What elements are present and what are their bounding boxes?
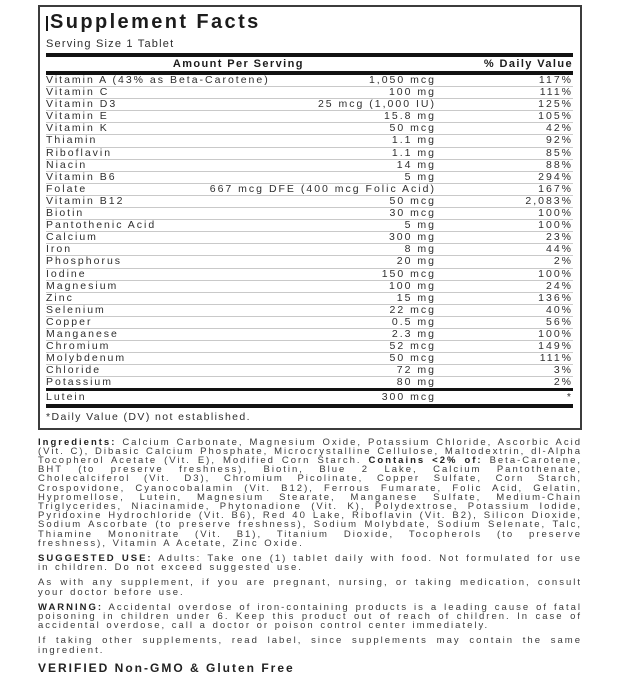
- nutrient-name: Copper: [46, 316, 93, 328]
- nutrient-amount: 5 mg: [404, 219, 436, 232]
- nutrient-name: Zinc: [46, 292, 74, 304]
- serving-size: Serving Size 1 Tablet: [46, 38, 175, 50]
- nutrient-daily-value: 100%: [538, 267, 573, 280]
- nutrient-row: [46, 98, 573, 110]
- nutrient-name: Chromium: [46, 341, 111, 353]
- nutrient-name: Iron: [46, 244, 73, 256]
- table-header-row: [46, 57, 573, 71]
- nutrient-row: [46, 122, 573, 134]
- nutrient-name: Chloride: [46, 365, 102, 377]
- contains-label: Contains <2% of:: [368, 454, 483, 466]
- nutrient-row: [46, 134, 573, 146]
- nutrient-amount: 5 mg: [404, 170, 436, 183]
- column-header-daily-value: % Daily Value: [483, 58, 573, 70]
- nutrient-daily-value: 167%: [538, 182, 573, 195]
- nutrient-name: Phosphorus: [46, 256, 123, 268]
- nutrient-row: [46, 171, 573, 183]
- nutrient-amount: 0.5 mg: [391, 315, 436, 328]
- nutrient-row: [46, 364, 573, 376]
- nutrient-daily-value: *: [566, 390, 573, 403]
- nutrient-name: Thiamin: [46, 135, 98, 147]
- nutrient-row: [46, 231, 573, 243]
- nutrient-name: Vitamin B6: [46, 171, 117, 183]
- nutrient-row: [46, 268, 573, 280]
- nutrient-amount: 80 mg: [396, 376, 436, 389]
- nutrient-amount: 300 mcg: [381, 390, 436, 403]
- nutrient-daily-value: 42%: [545, 122, 573, 135]
- warning-paragraph: [38, 603, 582, 631]
- nutrient-amount: 1,050 mcg: [368, 74, 436, 86]
- ingredients-text-1: Calcium Carbonate, Magnesium Oxide, Potassium Chloride, Ascorbic Acid (Vit. C), Dibasic Calcium Phosphate, Microcrystalline Cellulose, Maltodextrin, dl-Alpha Tocopherol Acetate (Vit. E), Modified Corn Starch.: [38, 436, 582, 466]
- suggested-use-paragraph: [38, 554, 582, 572]
- label-text-sections: [38, 438, 582, 675]
- ingredients-label: Ingredients:: [38, 436, 117, 448]
- nutrient-row: [46, 376, 573, 388]
- nutrient-amount: 15 mg: [396, 291, 436, 304]
- nutrient-amount: 100 mg: [388, 279, 436, 292]
- ingredients-text-2: Beta-Carotene, BHT (to preserve freshness), Biotin, Blue 2 Lake, Calcium Pantothenate, Cholecalciferol (Vit. D3), Chromium Picolinate, Copper Sulfate, Corn Starch, Crospovidone, Cyanocobalamin (Vit. B12), Ferrous Fumarate, Folic Acid, Gelatin, Hypromellose, Lutein, Magnesium Stearate, Manganese Sulfate, Medium-Chain Triglycerides, Niacinamide, Phytonadione (Vit. K), Polydextrose, Potassium Iodide, Pyridoxine Hydrochloride (Vit. B6), Red 40 Lake, Riboflavin (Vit. B2), Silicon Dioxide, Sodium Ascorbate (to preserve freshness), Sodium Molybdate, Sodium Selenate, Talc, Thiamine Mononitrate (Vit. B1), Titanium Dioxide, Tocopherols (to preserve freshness), Vitamin A Acetate, Zinc Oxide.: [38, 454, 582, 549]
- nutrient-daily-value: 44%: [545, 243, 573, 256]
- nutrient-amount: 52 mcg: [389, 340, 436, 353]
- nutrient-row: [46, 110, 573, 122]
- nutrient-row: [46, 147, 573, 159]
- nutrient-amount: 1.1 mg: [391, 146, 436, 159]
- nutrient-name: Vitamin A (43% as Beta-Carotene): [46, 75, 270, 86]
- nutrient-row: [46, 328, 573, 340]
- nutrient-daily-value: 24%: [545, 279, 573, 292]
- nutrient-row: [46, 159, 573, 171]
- nutrient-name: Riboflavin: [46, 147, 113, 159]
- nutrient-name: Vitamin B12: [46, 195, 125, 207]
- nutrient-row: [46, 75, 573, 86]
- nutrient-row: [46, 292, 573, 304]
- nutrient-daily-value: 100%: [538, 207, 573, 220]
- nutrient-daily-value: 2%: [553, 255, 573, 268]
- nutrient-name: Niacin: [46, 159, 88, 171]
- nutrient-row: [46, 280, 573, 292]
- nutrient-row: [46, 207, 573, 219]
- supplement-facts-panel: [38, 5, 582, 430]
- nutrient-row: [46, 195, 573, 207]
- nutrient-daily-value: 105%: [538, 110, 573, 123]
- nutrient-table: [46, 75, 573, 388]
- nutrient-amount: 667 mcg DFE (400 mcg Folic Acid): [209, 182, 436, 195]
- nutrient-amount: 300 mg: [388, 231, 436, 244]
- nutrient-daily-value: 23%: [545, 231, 573, 244]
- nutrient-name: Folate: [46, 183, 88, 195]
- other-supplements-paragraph: If taking other supplements, read label, since supplements may contain the same ingredient.: [38, 635, 582, 656]
- nutrient-amount: 72 mg: [396, 364, 436, 377]
- nutrient-amount: 25 mcg (1,000 IU): [317, 98, 436, 111]
- nutrient-amount: 50 mcg: [389, 194, 436, 207]
- nutrient-name: Manganese: [46, 328, 119, 340]
- daily-value-footnote: *Daily Value (DV) not established.: [46, 410, 251, 423]
- nutrient-daily-value: 100%: [538, 219, 573, 232]
- nutrient-row: [46, 340, 573, 352]
- nutrient-name: Vitamin D3: [46, 99, 118, 111]
- nutrient-row: [46, 316, 573, 328]
- nutrient-name: Magnesium: [46, 280, 119, 292]
- nutrient-daily-value: 125%: [538, 98, 573, 111]
- nutrient-daily-value: 117%: [538, 74, 573, 86]
- nutrient-amount: 15.8 mg: [384, 110, 436, 123]
- nutrient-daily-value: 88%: [545, 158, 573, 171]
- nutrient-name: Potassium: [46, 377, 114, 389]
- nutrient-daily-value: 294%: [538, 170, 573, 183]
- nutrient-amount: 20 mg: [396, 255, 436, 268]
- lutein-row: [46, 391, 573, 403]
- nutrient-name: Calcium: [46, 232, 98, 244]
- nutrient-name: Molybdenum: [46, 353, 127, 365]
- nutrient-daily-value: 56%: [545, 315, 573, 328]
- panel-title-row: [46, 10, 573, 37]
- nutrient-row: [46, 219, 573, 231]
- nutrient-row: [46, 255, 573, 267]
- nutrient-row: [46, 86, 573, 98]
- nutrient-row: [46, 183, 573, 195]
- nutrient-daily-value: 111%: [539, 86, 573, 99]
- nutrient-daily-value: 2,083%: [525, 194, 573, 207]
- nutrient-daily-value: 149%: [538, 340, 573, 353]
- nutrient-name: Vitamin C: [46, 87, 110, 99]
- nutrient-amount: 8 mg: [404, 243, 436, 256]
- nutrient-amount: 50 mcg: [389, 352, 436, 365]
- nutrient-daily-value: 92%: [545, 134, 573, 147]
- suggested-use-label: SUGGESTED USE:: [38, 552, 153, 564]
- nutrient-amount: 2.3 mg: [391, 327, 436, 340]
- verified-line: VERIFIED Non-GMO & Gluten Free: [38, 660, 295, 675]
- nutrient-row: [46, 352, 573, 364]
- warning-text: Accidental overdose of iron-containing products is a leading cause of fatal poisoning in children under 6. Keep this product out of reach of children. In case of accidental overdose, call a doctor or poison control center immediately.: [38, 601, 582, 632]
- nutrient-name: Biotin: [46, 208, 85, 220]
- nutrient-daily-value: 100%: [538, 327, 573, 340]
- nutrient-amount: 150 mcg: [381, 267, 436, 280]
- nutrient-name: Pantothenic Acid: [46, 220, 157, 232]
- ingredients-paragraph: [38, 438, 582, 548]
- nutrient-amount: 30 mcg: [389, 207, 436, 220]
- title-caret-mark: [46, 16, 48, 31]
- nutrient-amount: 14 mg: [396, 158, 436, 171]
- nutrient-row: [46, 304, 573, 316]
- nutrient-daily-value: 85%: [545, 146, 573, 159]
- nutrient-name: Lutein: [46, 391, 87, 403]
- nutrient-daily-value: 111%: [539, 352, 573, 365]
- nutrient-daily-value: 40%: [545, 303, 573, 316]
- nutrient-amount: 50 mcg: [389, 122, 436, 135]
- nutrient-amount: 1.1 mg: [391, 134, 436, 147]
- nutrient-amount: 100 mg: [388, 86, 436, 99]
- nutrient-amount: 22 mcg: [389, 303, 436, 316]
- nutrient-daily-value: 136%: [538, 291, 573, 304]
- suggested-use-text: Adults: Take one (1) tablet daily with food. Not formulated for use in children. Do not exceed suggested use.: [38, 552, 582, 574]
- nutrient-row: [46, 243, 573, 255]
- pregnancy-note-paragraph: As with any supplement, if you are pregnant, nursing, or taking medication, consult your doctor before use.: [38, 577, 582, 598]
- nutrient-daily-value: 2%: [553, 376, 573, 389]
- nutrient-name: Iodine: [46, 268, 87, 280]
- column-header-amount: Amount Per Serving: [172, 58, 304, 70]
- panel-title: Supplement Facts: [50, 11, 261, 33]
- nutrient-name: Selenium: [46, 304, 106, 316]
- nutrient-daily-value: 3%: [553, 364, 573, 377]
- nutrient-name: Vitamin E: [46, 111, 109, 123]
- warning-label: WARNING:: [38, 601, 104, 613]
- nutrient-name: Vitamin K: [46, 123, 109, 135]
